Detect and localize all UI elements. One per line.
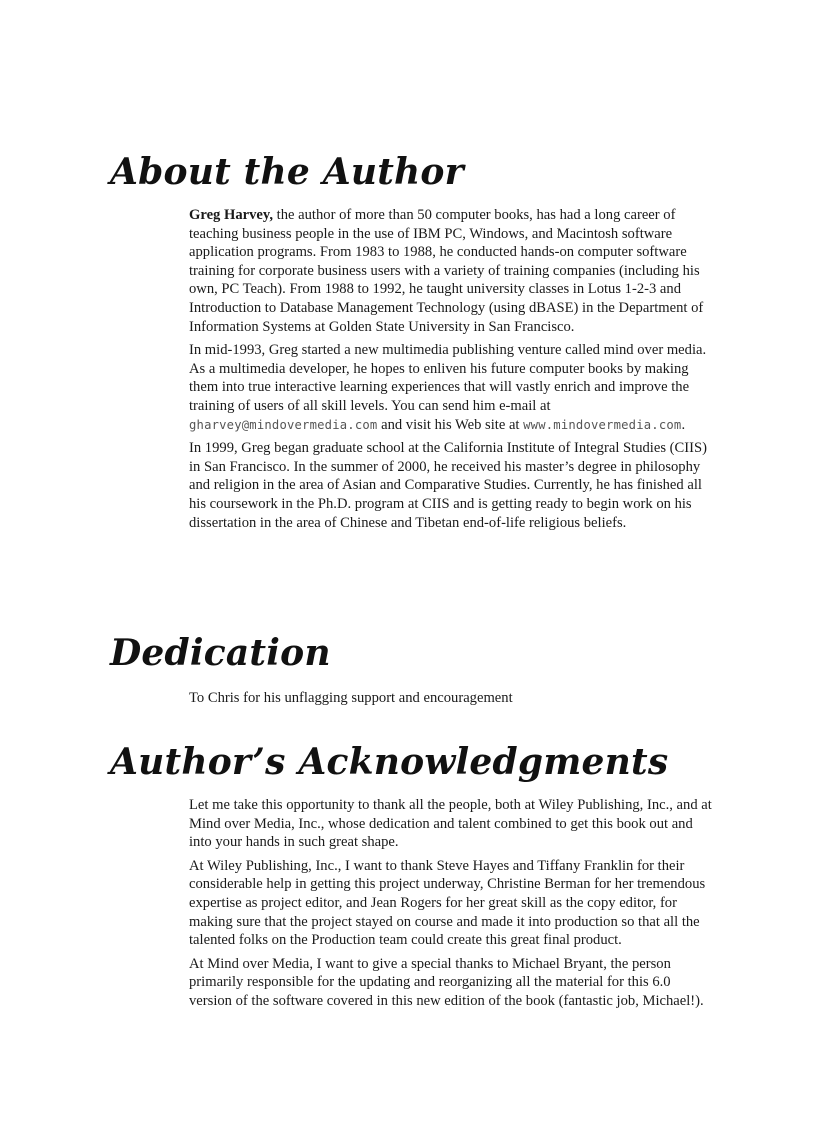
about-author-paragraph-2-text-middle: and visit his Web site at (377, 416, 524, 433)
acknowledgments-paragraph-1: Let me take this opportunity to thank all the people, both at Wiley Publishing, Inc., and at Mind over Media, Inc., whose dedication and talent combined to get this book out and into your hands in such great shape. (189, 797, 712, 851)
acknowledgments-heading: Author’s Acknowledgments (110, 741, 669, 783)
acknowledgments-paragraph-3: At Mind over Media, I want to give a special thanks to Michael Bryant, the person primarily responsible for the updating and reorganizing all the material for this 6.0 version of the software covered in this new edition of the book (fantastic job, Michael!). (189, 955, 704, 1009)
website-url[interactable]: www.mindovermedia.com (523, 417, 682, 432)
about-author-heading: About the Author (110, 151, 464, 193)
about-author-paragraph-2-text-after: . (681, 416, 686, 433)
dedication-heading: Dedication (110, 632, 331, 674)
author-name: Greg Harvey, (189, 207, 274, 223)
about-author-paragraph-1-text: the author of more than 50 computer books, has had a long career of teaching business people in the use of IBM PC, Windows, and Macintosh software application programs. From 1983 to 1988, he conducted hands-on computer software training for corporate business users with a variety of training companies (including his own, PC Teach). From 1988 to 1992, he taught university classes in Lotus 1-2-3 and Introduction to Database Management Technology (using dBASE) in the Department of Information Systems at Golden State University in San Francisco. (189, 207, 704, 335)
dedication-body (189, 689, 713, 713)
email-address[interactable]: gharvey@mindovermedia.com (189, 417, 378, 432)
about-author-paragraph-2 (189, 341, 713, 434)
about-author-paragraph-1 (189, 206, 713, 336)
acknowledgments-body (189, 796, 713, 1016)
acknowledgments-paragraph-2: At Wiley Publishing, Inc., I want to thank Steve Hayes and Tiffany Franklin for their considerable help in getting this project underway, Christine Berman for her tremendous expertise as project editor, and Jean Rogers for her great skill as the copy editor, for making sure that the project stayed on course and made it into production so that all the talented folks on the Production team could create this great final product. (189, 857, 706, 949)
about-author-paragraph-2-text-before: In mid-1993, Greg started a new multimedia publishing venture called mind over media. As a multimedia developer, he hopes to enliven his future computer books by making them into true interactive learning experiences that will vastly enrich and improve the training of users of all skill levels. You can send him e-mail at (189, 342, 707, 414)
about-author-paragraph-3: In 1999, Greg began graduate school at the California Institute of Integral Studies (CIIS) in San Francisco. In the summer of 2000, he received his master’s degree in philosophy and religion in the area of Asian and Comparative Studies. Currently, he has finished all his coursework in the Ph.D. program at CIIS and is getting ready to begin work on his dissertation in the area of Chinese and Tibetan end-of-life religious beliefs. (189, 440, 707, 531)
dedication-text: To Chris for his unflagging support and encouragement (189, 690, 513, 706)
about-author-body (189, 206, 713, 537)
